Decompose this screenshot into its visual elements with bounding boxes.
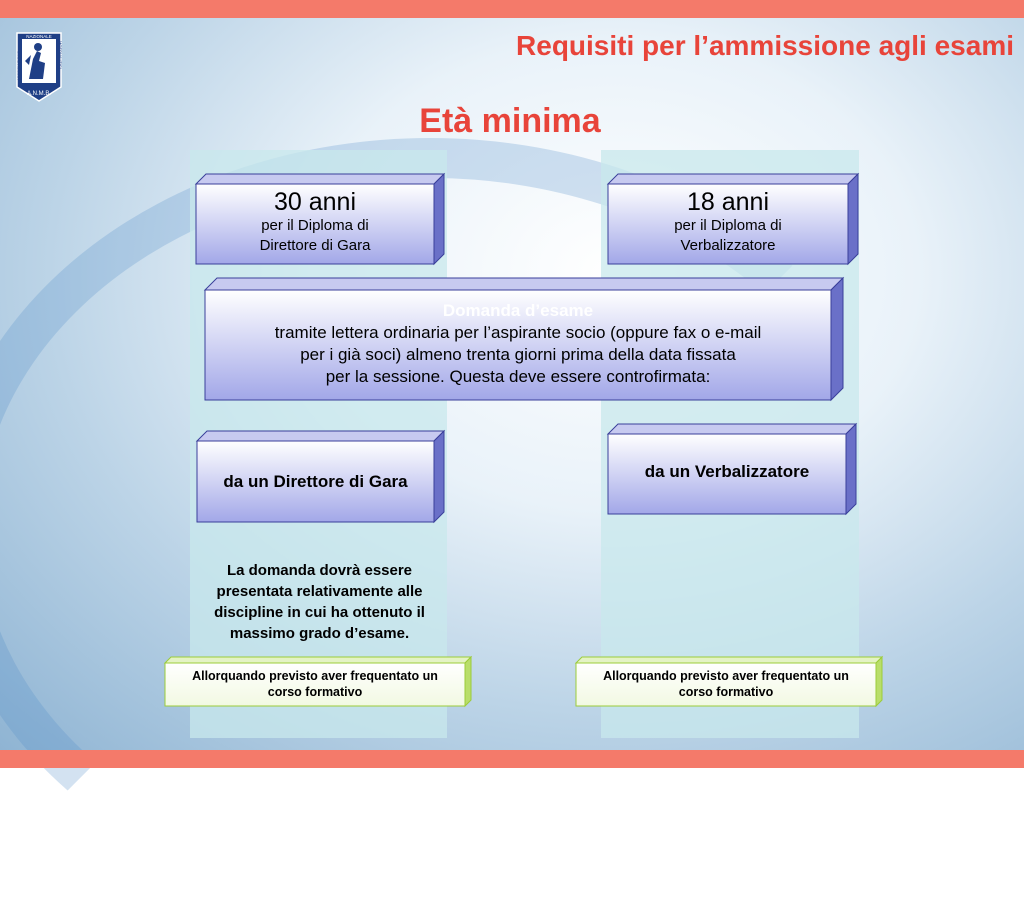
course-left-line2: corso formativo <box>267 685 363 699</box>
domanda-box <box>205 278 843 400</box>
age-desc-line2: Direttore di Gara <box>259 237 371 254</box>
note-line4: massimo grado d’esame. <box>229 625 410 642</box>
course-box-left <box>165 657 471 706</box>
sign-label-direttore: da un Direttore di Gara <box>223 471 408 491</box>
age-value-18: 18 anni <box>686 188 770 216</box>
top-stripe <box>0 0 1024 18</box>
course-right-line1: Allorquando previsto aver frequentato un <box>603 669 849 683</box>
age-desc-line1: per il Diploma di <box>674 217 782 234</box>
age-desc-line1: per il Diploma di <box>261 217 369 234</box>
age-desc-line2: Verbalizzatore <box>680 237 776 254</box>
sign-box-direttore <box>197 431 444 522</box>
bottom-stripe <box>0 750 1024 768</box>
logo-top-text: NAZIONALE <box>26 34 52 39</box>
domanda-note <box>192 560 447 644</box>
slide-subtitle: Età minima <box>419 102 601 140</box>
course-right-line2: corso formativo <box>678 685 774 699</box>
domanda-line3: per la sessione. Questa deve essere controfirmata: <box>325 367 711 386</box>
age-box-direttore <box>196 174 444 264</box>
logo-right-text: MOTONAUTICI <box>58 41 63 69</box>
logo-left-text: ASSOCIAZIONE <box>16 50 21 81</box>
course-left-line1: Allorquando previsto aver frequentato un <box>192 669 438 683</box>
anmb-logo <box>15 31 63 103</box>
sign-box-verbalizzatore <box>608 424 856 514</box>
domanda-line2: per i già soci) almeno trenta giorni prima della data fissata <box>300 345 736 364</box>
note-line1: La domanda dovrà essere <box>226 562 413 579</box>
domanda-title: Domanda d’esame <box>442 301 594 320</box>
slide-title: Requisiti per l’ammissione agli esami <box>516 30 1014 61</box>
note-line3: discipline in cui ha ottenuto il <box>214 604 425 621</box>
logo-bottom-text: A.N.M.B. <box>26 91 52 97</box>
age-box-verbalizzatore <box>608 174 858 264</box>
domanda-line1: tramite lettera ordinaria per l’aspirante socio (oppure fax o e-mail <box>274 323 762 342</box>
age-value-30: 30 anni <box>273 188 357 216</box>
course-box-right <box>576 657 882 706</box>
sign-label-verbalizzatore: da un Verbalizzatore <box>644 462 810 481</box>
note-line2: presentata relativamente alle <box>216 583 423 600</box>
